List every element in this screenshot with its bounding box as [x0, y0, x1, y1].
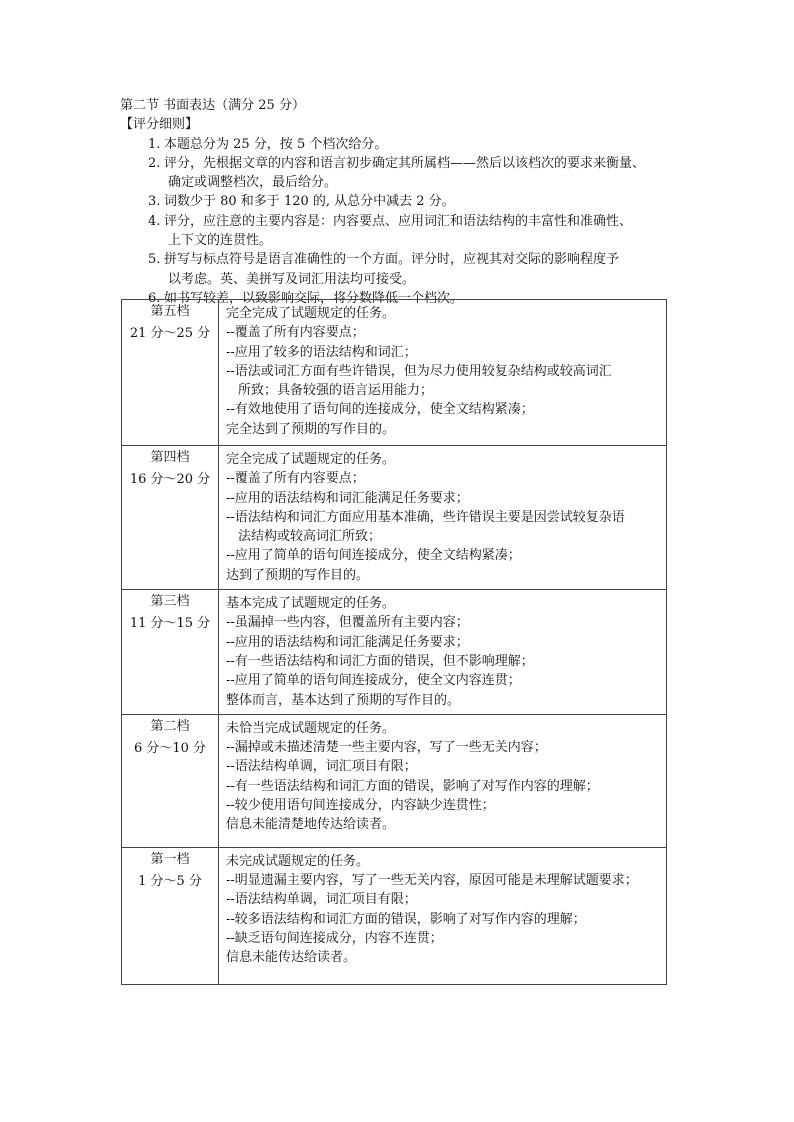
grade-criterion: --有效地使用了语句间的连接成分，使全文结构紧凑；: [226, 402, 534, 418]
grade-criterion: --有一些语法结构和词汇方面的错误，影响了对写作内容的理解；: [226, 778, 599, 794]
grade-band-cell: [122, 847, 219, 984]
grade-score-range: 11 分～15 分: [129, 616, 211, 632]
rule-item: [120, 154, 680, 193]
rule-item: [120, 212, 680, 251]
rule-text: 词数少于 80 和多于 120 的, 从总分中减去 2 分。: [164, 194, 455, 210]
scoring-rules-list: [120, 135, 680, 309]
rule-text: 评分，先根据文章的内容和语言初步确定其所属档——然后以该档次的要求来衡量、: [164, 155, 646, 171]
grade-score-range: 16 分～20 分: [129, 472, 211, 487]
grade-criterion: --语法结构单调，词汇项目有限；: [226, 759, 417, 775]
grade-criterion: 完全完成了试题规定的任务。: [226, 306, 396, 321]
rule-number: 3.: [148, 194, 161, 210]
rule-number: 2.: [148, 155, 161, 171]
rule-text: 本题总分为 25 分，按 5 个档次给分。: [164, 136, 388, 152]
grade-criterion: --应用的语法结构和词汇能满足任务要求；: [226, 634, 469, 650]
rule-text-continued: 以考虑。英、美拼写及词汇用法均可接受。: [168, 271, 416, 287]
grade-band-name: 第四档: [150, 450, 190, 465]
grade-band-cell: [122, 714, 219, 847]
rule-item: [120, 192, 680, 211]
rule-number: 5.: [148, 252, 161, 268]
grade-criterion: 达到了预期的写作目的。: [226, 567, 370, 583]
grade-criterion: --语法或词汇方面有些许错误，但为尽力使用较复杂结构或较高词汇: [226, 363, 612, 379]
grade-criterion: --虽漏掉一些内容，但覆盖所有主要内容；: [226, 615, 469, 631]
rule-number: 6.: [148, 290, 161, 306]
grade-criterion: 完全达到了预期的写作目的。: [226, 421, 396, 437]
grade-description: [219, 847, 667, 984]
grade-criterion: --明显遗漏主要内容，写了一些无关内容，原因可能是未理解试题要求；: [226, 873, 638, 889]
grade-row: [122, 446, 667, 590]
grade-description: [219, 300, 667, 446]
grade-row: [122, 847, 667, 984]
grade-band-cell: [122, 446, 219, 590]
grade-criterion: --语法结构单调，词汇项目有限；: [226, 892, 417, 908]
grade-criterion: 整体而言，基本达到了预期的写作目的。: [226, 692, 461, 708]
grade-row: [122, 590, 667, 715]
grade-criterion: --漏掉或未描述清楚一些主要内容，写了一些无关内容；: [226, 740, 547, 756]
rule-text: 评分，应注意的主要内容是：内容要点、应用词汇和语法结构的丰富性和准确性、: [164, 213, 633, 229]
grade-criterion: --缺乏语句间连接成分，内容不连贯；: [226, 931, 443, 947]
grade-band-name: 第二档: [150, 718, 190, 734]
grade-criterion: 基本完成了试题规定的任务。: [226, 596, 396, 612]
grade-criterion: 完全完成了试题规定的任务。: [226, 452, 396, 467]
grade-criterion: 未完成试题规定的任务。: [226, 853, 370, 869]
grade-band-name: 第一档: [150, 851, 190, 867]
grade-score-range: 1 分～5 分: [138, 873, 202, 889]
grade-score-range: 21 分～25 分: [129, 326, 211, 341]
grade-criterion: --覆盖了所有内容要点；: [226, 325, 365, 341]
rule-text: 拼写与标点符号是语言准确性的一个方面。评分时，应视其对交际的影响程度予: [164, 252, 620, 268]
grade-band-name: 第五档: [150, 304, 190, 319]
rule-item: [120, 250, 680, 289]
grade-score-range: 6 分～10 分: [133, 740, 207, 756]
grade-band-cell: [122, 590, 219, 715]
rule-number: 1.: [148, 136, 161, 152]
grade-criterion: --应用了较多的语法结构和词汇；: [226, 344, 417, 360]
grade-description: [219, 590, 667, 715]
grading-table: [121, 299, 667, 985]
rule-item: [120, 135, 680, 154]
grade-criterion: --应用了简单的语句间连接成分，使全文内容连贯；: [226, 673, 521, 689]
grade-description: [219, 714, 667, 847]
grade-band-name: 第三档: [150, 594, 190, 610]
grade-criterion: --较少使用语句间连接成分，内容缺少连贯性；: [226, 798, 495, 814]
grade-band-cell: [122, 300, 219, 446]
grade-criterion: --应用的语法结构和词汇能满足任务要求；: [226, 490, 469, 506]
grade-description: [219, 446, 667, 590]
grade-criterion-continued: 法结构或较高词汇所致；: [238, 529, 382, 545]
rule-text-continued: 确定或调整档次，最后给分。: [168, 175, 338, 191]
grade-row: [122, 714, 667, 847]
grade-criterion: 未恰当完成试题规定的任务。: [226, 720, 396, 736]
grade-criterion: --有一些语法结构和词汇方面的错误，但不影响理解；: [226, 653, 534, 669]
grade-criterion: --应用了简单的语句间连接成分，使全文结构紧凑；: [226, 548, 521, 564]
rule-text-continued: 上下文的连贯性。: [168, 233, 273, 249]
scoring-rules-heading: 【评分细则】: [120, 117, 199, 133]
grade-criterion: 信息未能传达给读者。: [226, 950, 357, 966]
grade-criterion-continued: 所致；具备较强的语言运用能力；: [238, 383, 434, 399]
grade-criterion: --较多语法结构和词汇方面的错误，影响了对写作内容的理解；: [226, 911, 586, 927]
document: [120, 96, 680, 308]
rule-number: 4.: [148, 213, 161, 229]
grade-criterion: 信息未能清楚地传达给读者。: [226, 817, 396, 833]
grade-criterion: --语法结构和词汇方面应用基本准确，些许错误主要是因尝试较复杂语: [226, 509, 625, 525]
grade-row: [122, 300, 667, 446]
rule-text: 如书写较差，以致影响交际，将分数降低一个档次。: [164, 290, 464, 306]
grade-criterion: --覆盖了所有内容要点；: [226, 471, 365, 487]
section-title: 第二节 书面表达（满分 25 分）: [120, 98, 305, 113]
